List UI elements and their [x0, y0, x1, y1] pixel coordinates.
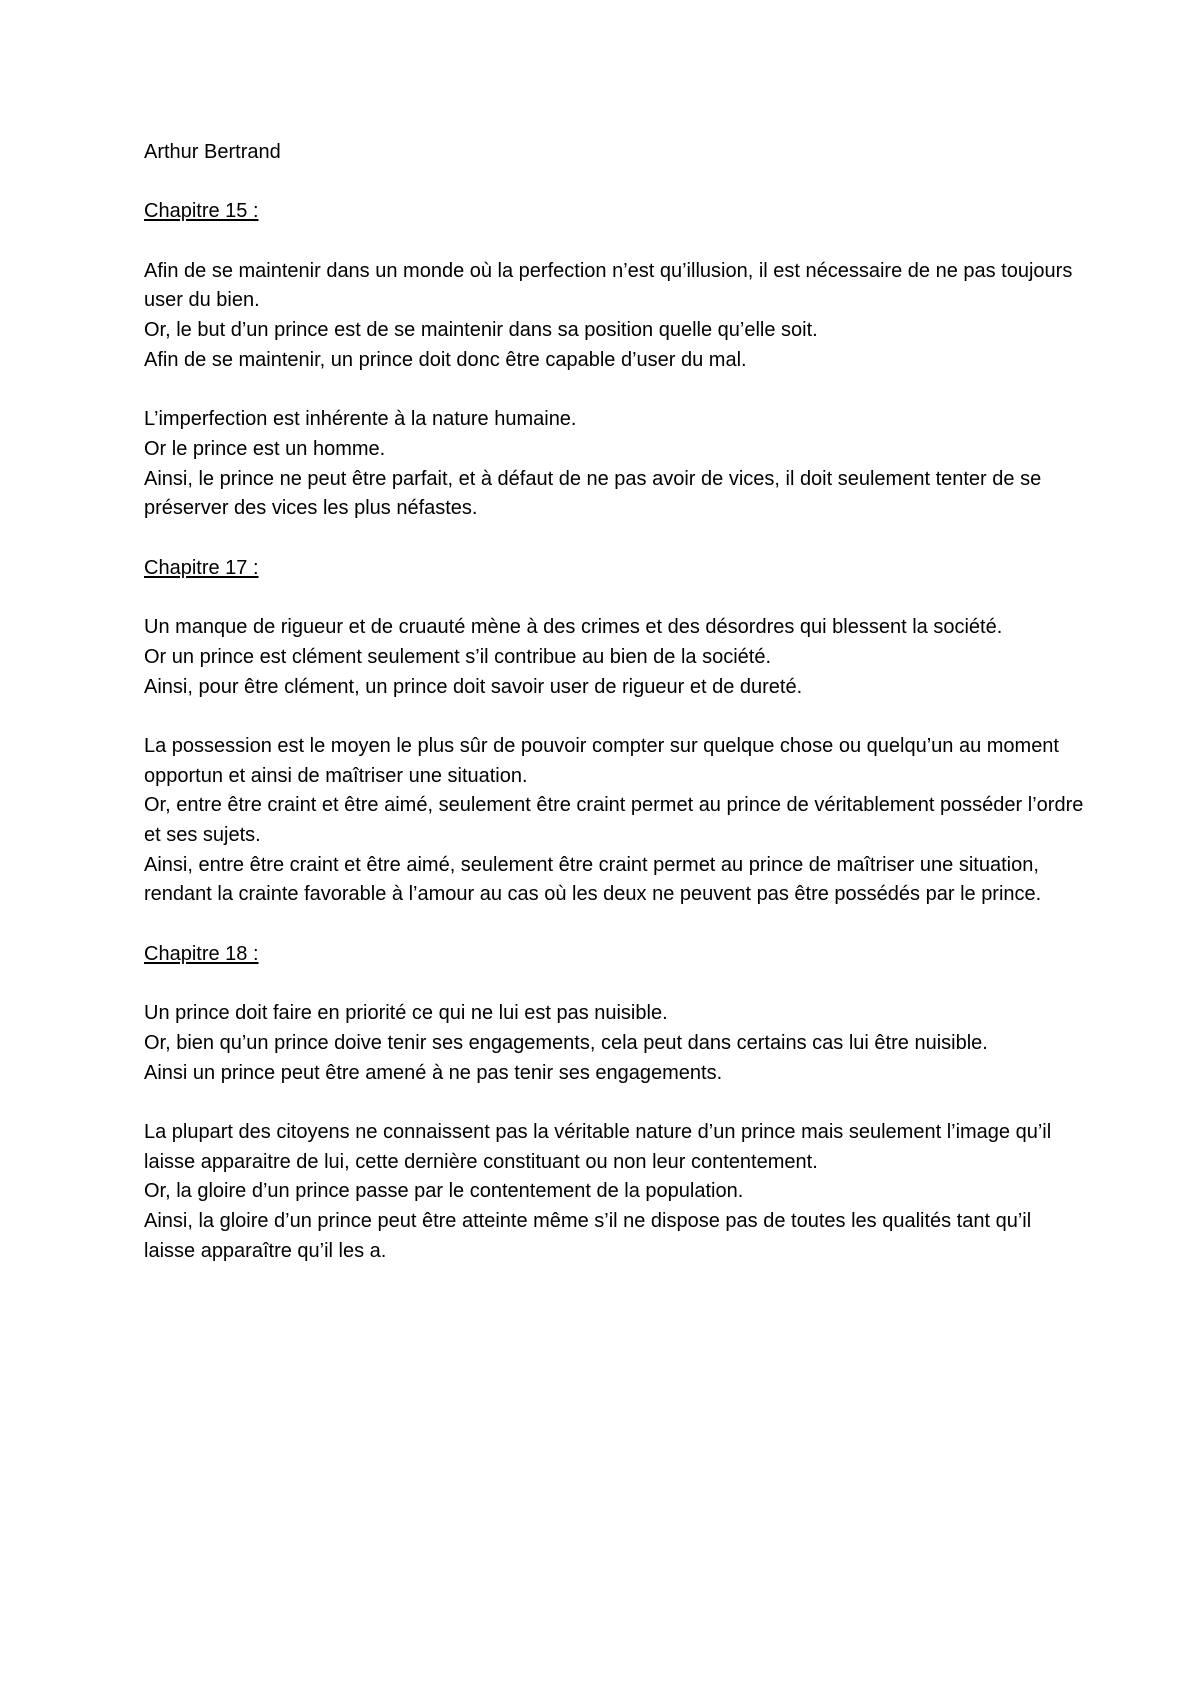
chapter-17-section: [144, 554, 1084, 910]
text-line: La possession est le moyen le plus sûr de pouvoir compter sur quelque chose ou quelqu’un au moment opportun et ainsi de maîtriser une situation.: [144, 734, 1059, 787]
document-page: [144, 138, 1084, 1296]
paragraph: [144, 1118, 1084, 1267]
text-line: Un prince doit faire en priorité ce qui ne lui est pas nuisible.: [144, 1002, 668, 1025]
text-line: Or, entre être craint et être aimé, seulement être craint permet au prince de véritablement posséder l’ordre et ses sujets.: [144, 794, 1084, 847]
text-line: Or, le but d’un prince est de se maintenir dans sa position quelle qu’elle soit.: [144, 319, 818, 342]
chapter-15-section: [144, 197, 1084, 524]
chapter-heading: Chapitre 18 :: [144, 942, 259, 965]
text-line: Ainsi un prince peut être amené à ne pas tenir ses engagements.: [144, 1061, 723, 1084]
text-line: L’imperfection est inhérente à la nature humaine.: [144, 408, 577, 431]
chapter-heading: Chapitre 17 :: [144, 556, 259, 579]
paragraph: [144, 405, 1084, 524]
text-line: Afin de se maintenir, un prince doit donc être capable d’user du mal.: [144, 348, 747, 371]
text-line: Ainsi, la gloire d’un prince peut être atteinte même s’il ne dispose pas de toutes les qualités tant qu’il laisse apparaître qu’il les a.: [144, 1210, 1032, 1262]
text-line: Ainsi, le prince ne peut être parfait, et à défaut de ne pas avoir de vices, il doit seulement tenter de se préserver des vices les plus néfastes.: [144, 467, 1042, 520]
chapter-18-section: [144, 940, 1084, 1267]
chapter-heading: Chapitre 15 :: [144, 200, 259, 223]
text-line: Ainsi, entre être craint et être aimé, seulement être craint permet au prince de maîtriser une situation, rendant la crainte favorable à l’amour au cas où les deux ne peuvent pas être possédés par le prince.: [144, 853, 1042, 906]
text-line: Ainsi, pour être clément, un prince doit savoir user de rigueur et de dureté.: [144, 675, 803, 698]
paragraph: [144, 999, 1084, 1088]
paragraph: [144, 732, 1084, 910]
author-name: Arthur Bertrand: [144, 141, 281, 163]
paragraph: [144, 613, 1084, 702]
paragraph: [144, 257, 1084, 376]
text-line: La plupart des citoyens ne connaissent pas la véritable nature d’un prince mais seulement l’image qu’il laisse apparaitre de lui, cette dernière constituant ou non leur contentement.: [144, 1121, 1052, 1173]
text-line: Un manque de rigueur et de cruauté mène à des crimes et des désordres qui blessent la société.: [144, 616, 1003, 639]
text-line: Or un prince est clément seulement s’il contribue au bien de la société.: [144, 645, 772, 668]
text-line: Or, la gloire d’un prince passe par le contentement de la population.: [144, 1180, 744, 1203]
text-line: Or le prince est un homme.: [144, 437, 386, 460]
text-line: Afin de se maintenir dans un monde où la perfection n’est qu’illusion, il est nécessaire de ne pas toujours user du bien.: [144, 259, 1073, 312]
text-line: Or, bien qu’un prince doive tenir ses engagements, cela peut dans certains cas lui être nuisible.: [144, 1031, 988, 1054]
